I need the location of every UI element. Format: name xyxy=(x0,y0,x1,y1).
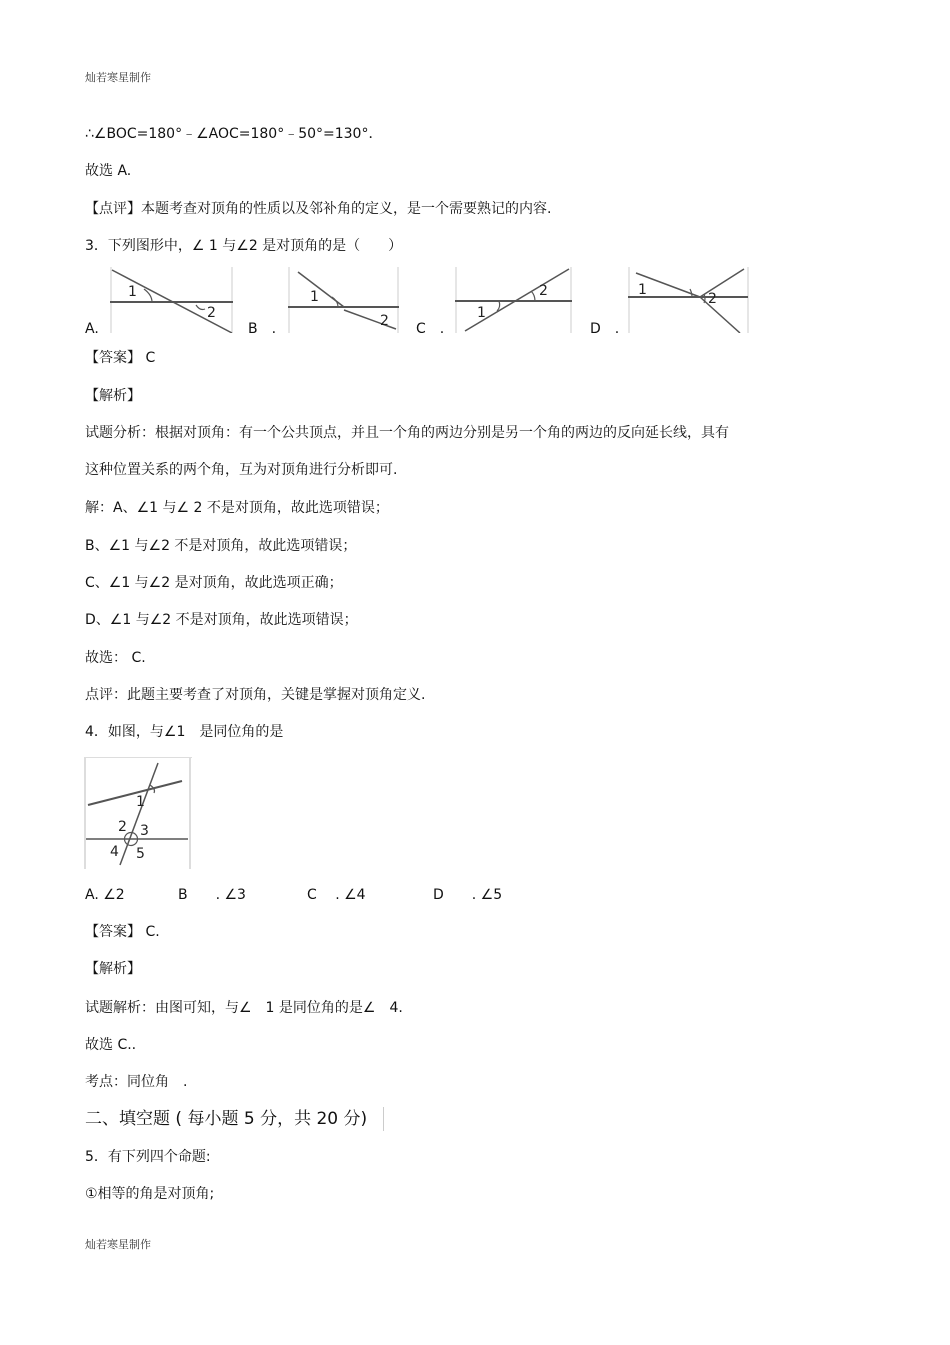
page-footer: 灿若寒星制作 xyxy=(85,1238,151,1251)
q3-option-d-label: D . xyxy=(590,321,620,337)
q4-option-a: A. ∠2 xyxy=(85,887,125,903)
q4-option-d: D . ∠5 xyxy=(433,887,503,903)
q4-option-c: C . ∠4 xyxy=(307,887,366,903)
q4-knowledge-point: 考点：同位角 . xyxy=(85,1074,188,1090)
question-5-item-1: ①相等的角是对顶角; xyxy=(85,1186,215,1202)
q4-choice: 故选 C.. xyxy=(85,1037,137,1053)
q3-figure-a xyxy=(110,267,234,333)
q3-analysis-line-1: 试题分析：根据对顶角：有一个公共顶点，并且一个角的两边分别是另一个角的两边的反向延长线，具有 xyxy=(85,425,729,441)
q3-analysis-heading: 【解析】 xyxy=(85,388,141,404)
q3-solution-d: D、∠1 与∠2 不是对顶角，故此选项错误； xyxy=(85,612,358,628)
question-4-text: 4．如图，与∠1 是同位角的是 xyxy=(85,724,284,740)
comment-line: 【点评】本题考查对顶角的性质以及邻补角的定义，是一个需要熟记的内容. xyxy=(85,201,552,217)
q4-angle-2-label: 2 xyxy=(118,819,127,835)
q3a-angle-1-label: 1 xyxy=(128,284,137,300)
q3-figure-b xyxy=(288,267,400,333)
q3-answer: 【答案】 C xyxy=(85,350,156,366)
question-5-text: 5．有下列四个命题: xyxy=(85,1149,211,1165)
answer-line: 故选 A. xyxy=(85,163,132,179)
q3b-angle-2-label: 2 xyxy=(380,313,389,329)
q4-angle-5-label: 5 xyxy=(136,846,145,862)
q3-option-c-label: C . xyxy=(416,321,445,337)
section-title-divider xyxy=(383,1107,384,1131)
q3-option-a-label: A. xyxy=(85,321,99,337)
q3-solution-c: C、∠1 与∠2 是对顶角，故此选项正确； xyxy=(85,575,343,591)
q4-answer: 【答案】 C. xyxy=(85,924,160,940)
q3-solution-a: 解：A、∠1 与∠ 2 不是对顶角，故此选项错误； xyxy=(85,500,389,516)
q4-angle-3-label: 3 xyxy=(140,823,149,839)
q4-analysis-heading: 【解析】 xyxy=(85,961,141,977)
question-3-text: 3．下列图形中，∠ 1 与∠2 是对顶角的是（ ） xyxy=(85,238,403,254)
q3d-angle-1-label: 1 xyxy=(638,282,647,298)
q3-figure-c xyxy=(455,267,573,333)
q3b-angle-1-label: 1 xyxy=(310,289,319,305)
q3d-angle-2-label: 2 xyxy=(708,291,717,307)
equation-line: ∴∠BOC=180°﹣∠AOC=180°﹣50°=130°． xyxy=(85,126,383,142)
q4-analysis-line: 试题解析：由图可知，与∠ 1 是同位角的是∠ 4. xyxy=(85,1000,403,1016)
q3-analysis-line-2: 这种位置关系的两个角，互为对顶角进行分析即可. xyxy=(85,462,398,478)
q3-solution-b: B、∠1 与∠2 不是对顶角，故此选项错误； xyxy=(85,538,357,554)
page-header: 灿若寒星制作 xyxy=(85,71,151,84)
q4-option-b: B . ∠3 xyxy=(178,887,246,903)
q3-option-b-label: B . xyxy=(248,321,277,337)
q3-comment: 点评：此题主要考查了对顶角，关键是掌握对顶角定义. xyxy=(85,687,426,703)
q4-angle-4-label: 4 xyxy=(110,844,119,860)
q3c-angle-1-label: 1 xyxy=(477,305,486,321)
q4-figure xyxy=(84,757,192,869)
q4-angle-1-label: 1 xyxy=(136,794,145,810)
q3a-angle-2-label: 2 xyxy=(207,305,216,321)
q3-figure-d xyxy=(628,267,750,333)
q3-choice: 故选： C. xyxy=(85,650,146,666)
q3c-angle-2-label: 2 xyxy=(539,283,548,299)
section-title: 二、填空题 ( 每小题 5 分，共 20 分) xyxy=(85,1109,368,1129)
